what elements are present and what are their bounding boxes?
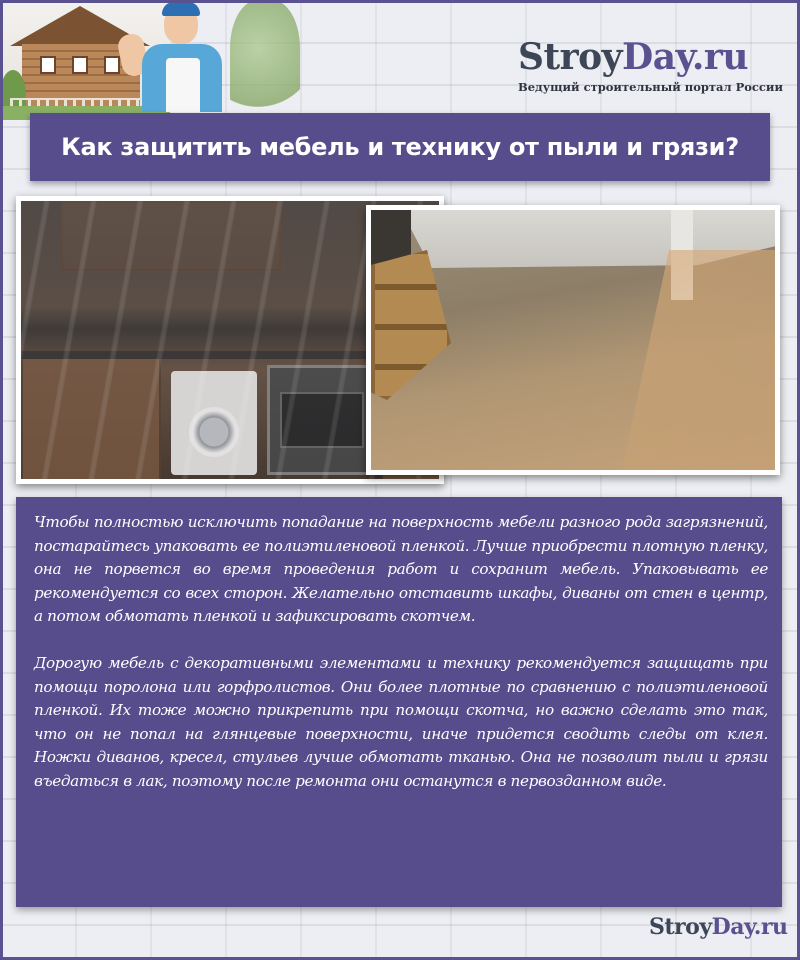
footer-logo-part2: Day.ru	[711, 914, 788, 940]
worker-illustration	[108, 0, 248, 112]
site-tagline: Ведущий строительный портал России	[518, 80, 783, 94]
footer-logo[interactable]	[649, 914, 787, 940]
floor-photo	[366, 205, 780, 475]
site-logo[interactable]	[518, 36, 748, 78]
article-text-panel	[16, 497, 782, 907]
page-title: Как защитить мебель и технику от пыли и грязи?	[61, 133, 739, 161]
footer-logo-part1: Stroy	[649, 914, 712, 940]
title-banner	[30, 113, 770, 181]
logo-text-part1: Stroy	[518, 36, 623, 78]
paragraph-1: Чтобы полностью исключить попадание на поверхность мебели разного рода загрязнений, постарайтесь упаковать ее полиэтиленовой пленкой. Лучше приобрести плотную пленку, она не порвется во время проведения работ и сохранит мебель. Упаковывать ее рекомендуется со всех сторон. Желательно отставить шкафы, диваны от стен в центр, а потом обмотать пленкой и зафиксировать скотчем.	[34, 513, 768, 625]
logo-text-part2: Day.ru	[622, 36, 749, 78]
paragraph-2: Дорогую мебель с декоративными элементами и технику рекомендуется защищать при помощи поролона или горфролистов. Они более плотные по сравнению с полиэтиленовой пленкой. Их тоже можно прикрепить при помощи скотча, но важно сделать это так, что он не попал на глянцевые поверхности, иначе придется сводить следы от клея. Ножки диванов, кресел, стульев лучше обмотать тканью. Она не позволит пыли и грязи въедаться в лак, поэтому после ремонта они останутся в первозданном виде.	[34, 654, 768, 790]
